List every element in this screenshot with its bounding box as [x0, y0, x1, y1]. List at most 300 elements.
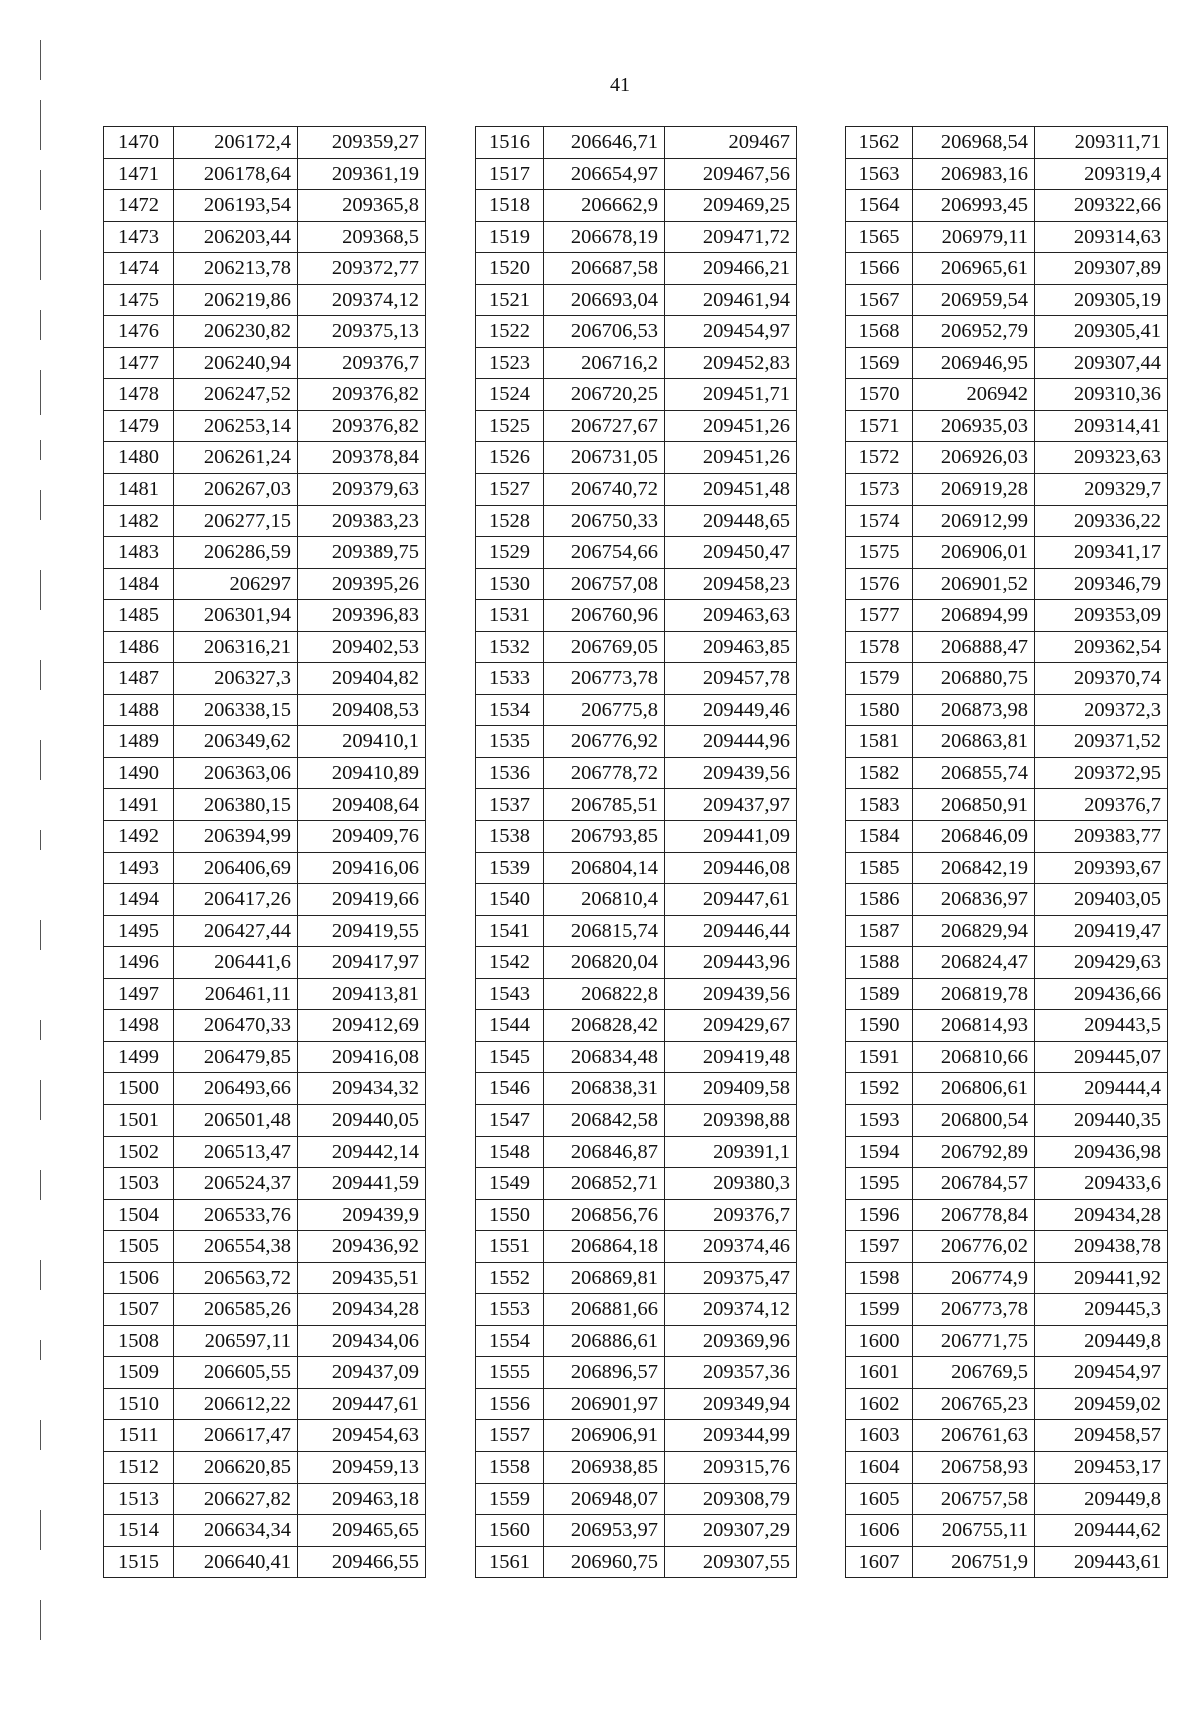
point-number-cell: 1593	[846, 1104, 913, 1136]
point-number-cell: 1518	[476, 190, 544, 222]
x-coordinate-cell: 206983,16	[913, 158, 1035, 190]
point-number-cell: 1583	[846, 789, 913, 821]
point-number-cell: 1552	[476, 1262, 544, 1294]
x-coordinate-cell: 206820,04	[544, 947, 665, 979]
point-number-cell: 1550	[476, 1199, 544, 1231]
point-number-cell: 1478	[104, 379, 174, 411]
table-row	[104, 127, 426, 159]
table-row	[846, 316, 1168, 348]
table-row	[104, 505, 426, 537]
x-coordinate-cell: 206627,82	[174, 1483, 298, 1515]
point-number-cell: 1516	[476, 127, 544, 159]
x-coordinate-cell: 206634,34	[174, 1515, 298, 1547]
table-row	[476, 631, 797, 663]
y-coordinate-cell: 209408,53	[298, 694, 426, 726]
x-coordinate-cell: 206806,61	[913, 1073, 1035, 1105]
x-coordinate-cell: 206261,24	[174, 442, 298, 474]
y-coordinate-cell: 209315,76	[665, 1451, 797, 1483]
x-coordinate-cell: 206886,61	[544, 1325, 665, 1357]
point-number-cell: 1606	[846, 1515, 913, 1547]
y-coordinate-cell: 209449,46	[665, 694, 797, 726]
table-row	[104, 1294, 426, 1326]
table-row	[104, 1010, 426, 1042]
y-coordinate-cell: 209417,97	[298, 947, 426, 979]
table-row	[846, 631, 1168, 663]
y-coordinate-cell: 209376,82	[298, 410, 426, 442]
y-coordinate-cell: 209307,29	[665, 1515, 797, 1547]
table-row	[104, 631, 426, 663]
table-row	[846, 978, 1168, 1010]
x-coordinate-cell: 206810,4	[544, 884, 665, 916]
y-coordinate-cell: 209376,7	[1035, 789, 1168, 821]
y-coordinate-cell: 209396,83	[298, 600, 426, 632]
y-coordinate-cell: 209378,84	[298, 442, 426, 474]
x-coordinate-cell: 206761,63	[913, 1420, 1035, 1452]
x-coordinate-cell: 206693,04	[544, 284, 665, 316]
table-row	[476, 284, 797, 316]
table-row	[846, 821, 1168, 853]
point-number-cell: 1555	[476, 1357, 544, 1389]
y-coordinate-cell: 209440,05	[298, 1104, 426, 1136]
x-coordinate-cell: 206327,3	[174, 663, 298, 695]
x-coordinate-cell: 206873,98	[913, 694, 1035, 726]
point-number-cell: 1554	[476, 1325, 544, 1357]
y-coordinate-cell: 209305,19	[1035, 284, 1168, 316]
y-coordinate-cell: 209452,83	[665, 347, 797, 379]
y-coordinate-cell: 209391,1	[665, 1136, 797, 1168]
x-coordinate-cell: 206784,57	[913, 1168, 1035, 1200]
point-number-cell: 1547	[476, 1104, 544, 1136]
y-coordinate-cell: 209329,7	[1035, 474, 1168, 506]
point-number-cell: 1561	[476, 1546, 544, 1578]
x-coordinate-cell: 206524,37	[174, 1168, 298, 1200]
point-number-cell: 1557	[476, 1420, 544, 1452]
point-number-cell: 1541	[476, 915, 544, 947]
point-number-cell: 1474	[104, 253, 174, 285]
x-coordinate-cell: 206612,22	[174, 1388, 298, 1420]
x-coordinate-cell: 206838,31	[544, 1073, 665, 1105]
x-coordinate-cell: 206776,92	[544, 726, 665, 758]
x-coordinate-cell: 206213,78	[174, 253, 298, 285]
table-row	[104, 978, 426, 1010]
table-row	[846, 1294, 1168, 1326]
x-coordinate-cell: 206731,05	[544, 442, 665, 474]
point-number-cell: 1604	[846, 1451, 913, 1483]
y-coordinate-cell: 209451,26	[665, 442, 797, 474]
x-coordinate-cell: 206881,66	[544, 1294, 665, 1326]
table-row	[846, 1262, 1168, 1294]
x-coordinate-cell: 206178,64	[174, 158, 298, 190]
y-coordinate-cell: 209409,58	[665, 1073, 797, 1105]
table-row	[846, 1136, 1168, 1168]
y-coordinate-cell: 209443,96	[665, 947, 797, 979]
table-row	[104, 253, 426, 285]
table-row	[104, 1388, 426, 1420]
point-number-cell: 1515	[104, 1546, 174, 1578]
x-coordinate-cell: 206773,78	[544, 663, 665, 695]
scan-margin-marks	[40, 40, 44, 1680]
table-row	[846, 1041, 1168, 1073]
x-coordinate-cell: 206778,72	[544, 757, 665, 789]
x-coordinate-cell: 206640,41	[174, 1546, 298, 1578]
table-row	[476, 1325, 797, 1357]
y-coordinate-cell: 209459,02	[1035, 1388, 1168, 1420]
point-number-cell: 1586	[846, 884, 913, 916]
point-number-cell: 1568	[846, 316, 913, 348]
x-coordinate-cell: 206470,33	[174, 1010, 298, 1042]
table-row	[104, 915, 426, 947]
x-coordinate-cell: 206959,54	[913, 284, 1035, 316]
y-coordinate-cell: 209395,26	[298, 568, 426, 600]
table-row	[846, 1073, 1168, 1105]
y-coordinate-cell: 209307,55	[665, 1546, 797, 1578]
y-coordinate-cell: 209307,89	[1035, 253, 1168, 285]
coordinates-table-2	[475, 126, 797, 1578]
x-coordinate-cell: 206952,79	[913, 316, 1035, 348]
table-row	[846, 537, 1168, 569]
point-number-cell: 1571	[846, 410, 913, 442]
table-row	[476, 1041, 797, 1073]
y-coordinate-cell: 209441,59	[298, 1168, 426, 1200]
y-coordinate-cell: 209471,72	[665, 221, 797, 253]
point-number-cell: 1481	[104, 474, 174, 506]
table-row	[104, 663, 426, 695]
point-number-cell: 1562	[846, 127, 913, 159]
y-coordinate-cell: 209336,22	[1035, 505, 1168, 537]
point-number-cell: 1531	[476, 600, 544, 632]
x-coordinate-cell: 206706,53	[544, 316, 665, 348]
point-number-cell: 1470	[104, 127, 174, 159]
table-row	[846, 1010, 1168, 1042]
x-coordinate-cell: 206864,18	[544, 1231, 665, 1263]
x-coordinate-cell: 206953,97	[544, 1515, 665, 1547]
point-number-cell: 1488	[104, 694, 174, 726]
point-number-cell: 1479	[104, 410, 174, 442]
point-number-cell: 1505	[104, 1231, 174, 1263]
x-coordinate-cell: 206814,93	[913, 1010, 1035, 1042]
table-row	[846, 1546, 1168, 1578]
x-coordinate-cell: 206829,94	[913, 915, 1035, 947]
y-coordinate-cell: 209451,26	[665, 410, 797, 442]
y-coordinate-cell: 209305,41	[1035, 316, 1168, 348]
point-number-cell: 1513	[104, 1483, 174, 1515]
x-coordinate-cell: 206757,58	[913, 1483, 1035, 1515]
table-row	[846, 1104, 1168, 1136]
x-coordinate-cell: 206501,48	[174, 1104, 298, 1136]
point-number-cell: 1502	[104, 1136, 174, 1168]
y-coordinate-cell: 209453,17	[1035, 1451, 1168, 1483]
x-coordinate-cell: 206513,47	[174, 1136, 298, 1168]
point-number-cell: 1530	[476, 568, 544, 600]
table-row	[104, 757, 426, 789]
table-row	[104, 474, 426, 506]
point-number-cell: 1471	[104, 158, 174, 190]
table-row	[846, 1168, 1168, 1200]
table-row	[476, 1168, 797, 1200]
x-coordinate-cell: 206277,15	[174, 505, 298, 537]
y-coordinate-cell: 209442,14	[298, 1136, 426, 1168]
y-coordinate-cell: 209439,56	[665, 757, 797, 789]
table-row	[104, 568, 426, 600]
y-coordinate-cell: 209349,94	[665, 1388, 797, 1420]
x-coordinate-cell: 206240,94	[174, 347, 298, 379]
y-coordinate-cell: 209451,71	[665, 379, 797, 411]
x-coordinate-cell: 206760,96	[544, 600, 665, 632]
y-coordinate-cell: 209447,61	[665, 884, 797, 916]
point-number-cell: 1487	[104, 663, 174, 695]
table-row	[846, 1325, 1168, 1357]
x-coordinate-cell: 206842,58	[544, 1104, 665, 1136]
x-coordinate-cell: 206585,26	[174, 1294, 298, 1326]
table-row	[476, 221, 797, 253]
x-coordinate-cell: 206751,9	[913, 1546, 1035, 1578]
x-coordinate-cell: 206968,54	[913, 127, 1035, 159]
y-coordinate-cell: 209383,23	[298, 505, 426, 537]
x-coordinate-cell: 206363,06	[174, 757, 298, 789]
y-coordinate-cell: 209449,8	[1035, 1483, 1168, 1515]
table-row	[846, 1388, 1168, 1420]
x-coordinate-cell: 206605,55	[174, 1357, 298, 1389]
table-row	[476, 694, 797, 726]
x-coordinate-cell: 206880,75	[913, 663, 1035, 695]
x-coordinate-cell: 206948,07	[544, 1483, 665, 1515]
x-coordinate-cell: 206855,74	[913, 757, 1035, 789]
x-coordinate-cell: 206253,14	[174, 410, 298, 442]
table-row	[476, 978, 797, 1010]
x-coordinate-cell: 206819,78	[913, 978, 1035, 1010]
y-coordinate-cell: 209434,06	[298, 1325, 426, 1357]
x-coordinate-cell: 206846,09	[913, 821, 1035, 853]
point-number-cell: 1525	[476, 410, 544, 442]
x-coordinate-cell: 206662,9	[544, 190, 665, 222]
table-row	[846, 915, 1168, 947]
x-coordinate-cell: 206942	[913, 379, 1035, 411]
table-row	[476, 1104, 797, 1136]
y-coordinate-cell: 209445,07	[1035, 1041, 1168, 1073]
table-row	[476, 474, 797, 506]
x-coordinate-cell: 206740,72	[544, 474, 665, 506]
y-coordinate-cell: 209434,28	[298, 1294, 426, 1326]
x-coordinate-cell: 206493,66	[174, 1073, 298, 1105]
y-coordinate-cell: 209376,82	[298, 379, 426, 411]
x-coordinate-cell: 206852,71	[544, 1168, 665, 1200]
x-coordinate-cell: 206678,19	[544, 221, 665, 253]
point-number-cell: 1501	[104, 1104, 174, 1136]
y-coordinate-cell: 209435,51	[298, 1262, 426, 1294]
table-row	[846, 694, 1168, 726]
point-number-cell: 1603	[846, 1420, 913, 1452]
y-coordinate-cell: 209441,09	[665, 821, 797, 853]
x-coordinate-cell: 206750,33	[544, 505, 665, 537]
point-number-cell: 1543	[476, 978, 544, 1010]
table-row	[104, 1168, 426, 1200]
x-coordinate-cell: 206230,82	[174, 316, 298, 348]
table-row	[846, 347, 1168, 379]
point-number-cell: 1500	[104, 1073, 174, 1105]
point-number-cell: 1551	[476, 1231, 544, 1263]
table-row	[104, 600, 426, 632]
y-coordinate-cell: 209445,3	[1035, 1294, 1168, 1326]
x-coordinate-cell: 206828,42	[544, 1010, 665, 1042]
point-number-cell: 1566	[846, 253, 913, 285]
y-coordinate-cell: 209451,48	[665, 474, 797, 506]
point-number-cell: 1493	[104, 852, 174, 884]
point-number-cell: 1573	[846, 474, 913, 506]
y-coordinate-cell: 209375,13	[298, 316, 426, 348]
point-number-cell: 1524	[476, 379, 544, 411]
table-row	[476, 789, 797, 821]
x-coordinate-cell: 206979,11	[913, 221, 1035, 253]
table-row	[104, 1483, 426, 1515]
y-coordinate-cell: 209412,69	[298, 1010, 426, 1042]
x-coordinate-cell: 206965,61	[913, 253, 1035, 285]
x-coordinate-cell: 206441,6	[174, 947, 298, 979]
point-number-cell: 1499	[104, 1041, 174, 1073]
point-number-cell: 1582	[846, 757, 913, 789]
x-coordinate-cell: 206394,99	[174, 821, 298, 853]
table-row	[104, 852, 426, 884]
point-number-cell: 1590	[846, 1010, 913, 1042]
y-coordinate-cell: 209374,12	[665, 1294, 797, 1326]
x-coordinate-cell: 206301,94	[174, 600, 298, 632]
point-number-cell: 1598	[846, 1262, 913, 1294]
table-row	[104, 789, 426, 821]
y-coordinate-cell: 209380,3	[665, 1168, 797, 1200]
point-number-cell: 1536	[476, 757, 544, 789]
point-number-cell: 1511	[104, 1420, 174, 1452]
y-coordinate-cell: 209416,08	[298, 1041, 426, 1073]
x-coordinate-cell: 206286,59	[174, 537, 298, 569]
y-coordinate-cell: 209454,97	[665, 316, 797, 348]
table-row	[846, 1231, 1168, 1263]
table-row	[846, 663, 1168, 695]
point-number-cell: 1484	[104, 568, 174, 600]
x-coordinate-cell: 206479,85	[174, 1041, 298, 1073]
table-row	[476, 127, 797, 159]
point-number-cell: 1528	[476, 505, 544, 537]
point-number-cell: 1587	[846, 915, 913, 947]
y-coordinate-cell: 209357,36	[665, 1357, 797, 1389]
y-coordinate-cell: 209383,77	[1035, 821, 1168, 853]
y-coordinate-cell: 209467,56	[665, 158, 797, 190]
point-number-cell: 1570	[846, 379, 913, 411]
x-coordinate-cell: 206785,51	[544, 789, 665, 821]
y-coordinate-cell: 209457,78	[665, 663, 797, 695]
x-coordinate-cell: 206563,72	[174, 1262, 298, 1294]
table-row	[104, 537, 426, 569]
point-number-cell: 1532	[476, 631, 544, 663]
table-row	[476, 316, 797, 348]
y-coordinate-cell: 209466,21	[665, 253, 797, 285]
point-number-cell: 1473	[104, 221, 174, 253]
table-row	[476, 1451, 797, 1483]
y-coordinate-cell: 209419,48	[665, 1041, 797, 1073]
table-row	[846, 1420, 1168, 1452]
y-coordinate-cell: 209444,4	[1035, 1073, 1168, 1105]
table-row	[476, 1515, 797, 1547]
y-coordinate-cell: 209344,99	[665, 1420, 797, 1452]
x-coordinate-cell: 206203,44	[174, 221, 298, 253]
table-row	[846, 410, 1168, 442]
point-number-cell: 1564	[846, 190, 913, 222]
x-coordinate-cell: 206906,91	[544, 1420, 665, 1452]
point-number-cell: 1529	[476, 537, 544, 569]
y-coordinate-cell: 209372,95	[1035, 757, 1168, 789]
point-number-cell: 1591	[846, 1041, 913, 1073]
y-coordinate-cell: 209450,47	[665, 537, 797, 569]
point-number-cell: 1546	[476, 1073, 544, 1105]
table-row	[476, 1136, 797, 1168]
point-number-cell: 1581	[846, 726, 913, 758]
x-coordinate-cell: 206769,05	[544, 631, 665, 663]
table-row	[104, 347, 426, 379]
point-number-cell: 1553	[476, 1294, 544, 1326]
y-coordinate-cell: 209446,44	[665, 915, 797, 947]
x-coordinate-cell: 206316,21	[174, 631, 298, 663]
y-coordinate-cell: 209429,63	[1035, 947, 1168, 979]
y-coordinate-cell: 209436,92	[298, 1231, 426, 1263]
point-number-cell: 1565	[846, 221, 913, 253]
y-coordinate-cell: 209376,7	[665, 1199, 797, 1231]
y-coordinate-cell: 209311,71	[1035, 127, 1168, 159]
x-coordinate-cell: 206935,03	[913, 410, 1035, 442]
y-coordinate-cell: 209376,7	[298, 347, 426, 379]
table-row	[104, 1262, 426, 1294]
table-row	[476, 884, 797, 916]
table-row	[846, 1483, 1168, 1515]
y-coordinate-cell: 209359,27	[298, 127, 426, 159]
x-coordinate-cell: 206901,97	[544, 1388, 665, 1420]
table-row	[104, 379, 426, 411]
table-row	[476, 379, 797, 411]
point-number-cell: 1545	[476, 1041, 544, 1073]
y-coordinate-cell: 209466,55	[298, 1546, 426, 1578]
x-coordinate-cell: 206850,91	[913, 789, 1035, 821]
table-row	[476, 663, 797, 695]
table-row	[104, 884, 426, 916]
point-number-cell: 1477	[104, 347, 174, 379]
point-number-cell: 1579	[846, 663, 913, 695]
point-number-cell: 1597	[846, 1231, 913, 1263]
point-number-cell: 1475	[104, 284, 174, 316]
x-coordinate-cell: 206771,75	[913, 1325, 1035, 1357]
table-row	[846, 726, 1168, 758]
point-number-cell: 1519	[476, 221, 544, 253]
point-number-cell: 1572	[846, 442, 913, 474]
x-coordinate-cell: 206804,14	[544, 852, 665, 884]
x-coordinate-cell: 206755,11	[913, 1515, 1035, 1547]
y-coordinate-cell: 209463,63	[665, 600, 797, 632]
y-coordinate-cell: 209408,64	[298, 789, 426, 821]
table-row	[104, 1073, 426, 1105]
table-row	[476, 1546, 797, 1578]
y-coordinate-cell: 209322,66	[1035, 190, 1168, 222]
table-row	[476, 757, 797, 789]
y-coordinate-cell: 209461,94	[665, 284, 797, 316]
x-coordinate-cell: 206172,4	[174, 127, 298, 159]
y-coordinate-cell: 209441,92	[1035, 1262, 1168, 1294]
y-coordinate-cell: 209419,55	[298, 915, 426, 947]
x-coordinate-cell: 206720,25	[544, 379, 665, 411]
x-coordinate-cell: 206646,71	[544, 127, 665, 159]
y-coordinate-cell: 209416,06	[298, 852, 426, 884]
table-row	[846, 505, 1168, 537]
point-number-cell: 1567	[846, 284, 913, 316]
x-coordinate-cell: 206810,66	[913, 1041, 1035, 1073]
y-coordinate-cell: 209368,5	[298, 221, 426, 253]
table-row	[846, 1515, 1168, 1547]
point-number-cell: 1512	[104, 1451, 174, 1483]
